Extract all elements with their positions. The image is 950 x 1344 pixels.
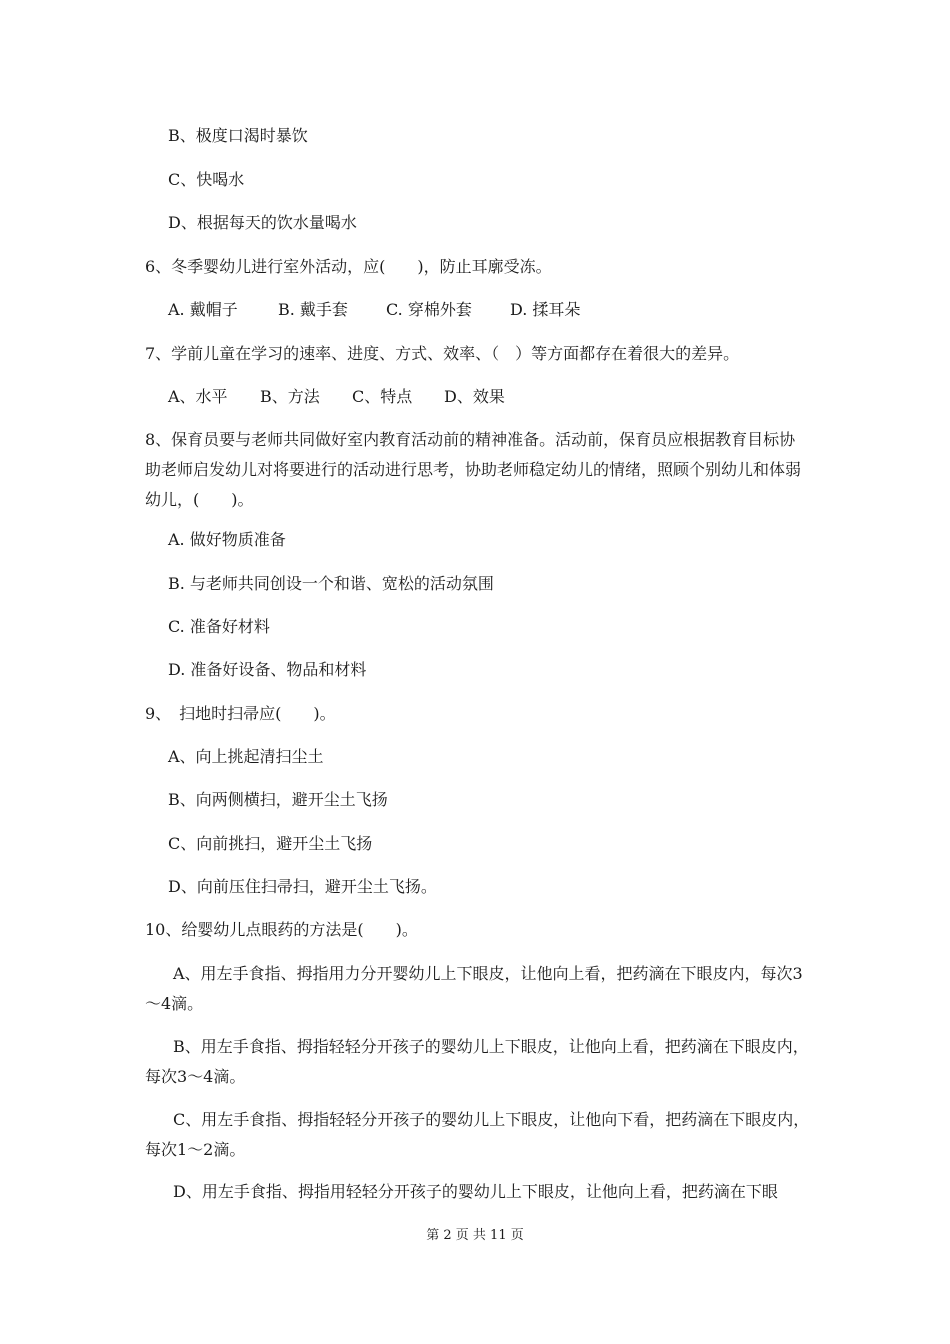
q9-stem: 9、 扫地时扫帚应( )。 [145,704,336,723]
q5-option-d: D、根据每天的饮水量喝水 [168,213,357,232]
page-number-footer: 第 2 页 共 11 页 [426,1228,524,1243]
q7-option-d: D、效果 [444,387,505,406]
q6-option-c: C. 穿棉外套 [386,300,472,319]
q8-option-c: C. 准备好材料 [168,617,270,636]
q10-option-b: B、用左手食指、拇指轻轻分开孩子的婴幼儿上下眼皮，让他向上看，把药滴在下眼皮内，每次3～4滴。 [145,1037,809,1086]
q9-option-c: C、向前挑扫，避开尘土飞扬 [168,834,373,853]
q6-option-b: B. 戴手套 [278,300,348,319]
q7-option-c: C、特点 [352,387,413,406]
q8-stem: 8、保育员要与老师共同做好室内教育活动前的精神准备。活动前，保育员应根据教育目标协助老师启发幼儿对将要进行的活动进行思考，协助老师稳定幼儿的情绪，照顾个别幼儿和体弱幼儿，( )。 [145,430,802,509]
q7-options [168,387,833,407]
q8-option-b: B. 与老师共同创设一个和谐、宽松的活动氛围 [168,574,494,593]
q10-option-c: C、用左手食指、拇指轻轻分开孩子的婴幼儿上下眼皮，让他向下看，把药滴在下眼皮内，每次1～2滴。 [145,1110,810,1159]
q5-option-c: C、快喝水 [168,170,245,189]
q10-option-a: A、用左手食指、拇指用力分开婴幼儿上下眼皮，让他向上看，把药滴在下眼皮内，每次3～4滴。 [145,964,803,1013]
q6-stem: 6、冬季婴幼儿进行室外活动，应( )，防止耳廓受冻。 [145,257,552,276]
q6-option-a: A. 戴帽子 [168,300,238,319]
q7-option-b: B、方法 [260,387,320,406]
q9-option-a: A、向上挑起清扫尘土 [168,747,324,766]
q9-option-d: D、向前压住扫帚扫，避开尘土飞扬。 [168,877,437,896]
q9-option-b: B、向两侧横扫，避开尘土飞扬 [168,790,388,809]
q5-option-b: B、极度口渴时暴饮 [168,126,308,145]
q8-option-d: D. 准备好设备、物品和材料 [168,660,367,679]
q10-stem: 10、给婴幼儿点眼药的方法是( )。 [145,920,418,939]
q7-option-a: A、水平 [168,387,228,406]
q10-option-d: D、用左手食指、拇指用轻轻分开孩子的婴幼儿上下眼皮，让他向上看，把药滴在下眼 [173,1182,778,1201]
q8-option-a: A. 做好物质准备 [168,530,286,549]
q6-option-d: D. 揉耳朵 [510,300,581,319]
q7-stem: 7、学前儿童在学习的速率、进度、方式、效率、（ ）等方面都存在着很大的差异。 [145,344,740,363]
q6-options [168,300,833,320]
